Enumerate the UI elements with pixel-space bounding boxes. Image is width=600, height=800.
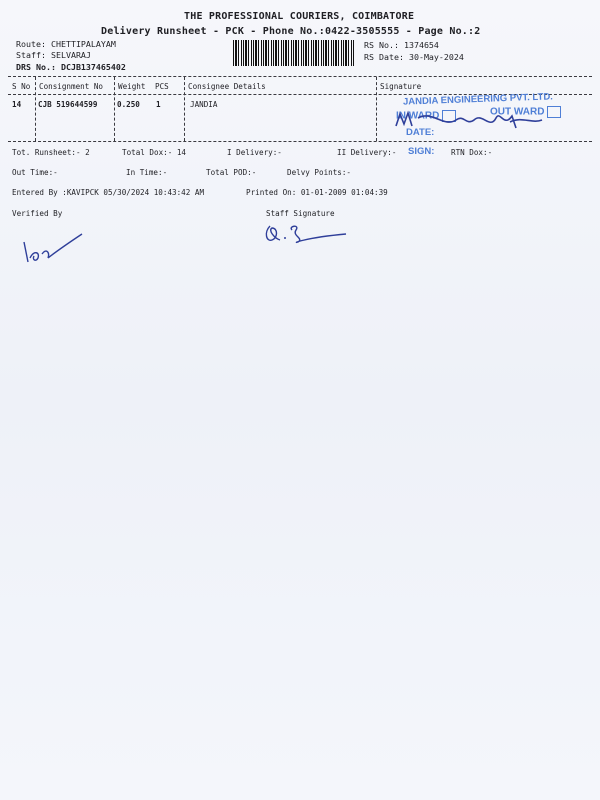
verified-by: Verified By bbox=[12, 209, 63, 218]
verified-signature-icon bbox=[18, 228, 88, 268]
rs-date: RS Date: 30-May-2024 bbox=[364, 52, 464, 62]
company-title: THE PROFESSIONAL COURIERS, COIMBATORE bbox=[184, 11, 415, 22]
stamp-inward: IN WARD bbox=[396, 110, 456, 122]
drs-number: DRS No.: DCJB137465402 bbox=[16, 62, 126, 72]
stamp-date: DATE: bbox=[406, 127, 435, 138]
col-weight: Weight bbox=[118, 82, 146, 91]
barcode bbox=[233, 40, 355, 66]
row-consignment: CJB 519644599 bbox=[38, 100, 98, 109]
ii-delivery: II Delivery:- bbox=[337, 148, 397, 157]
row-weight: 0.250 bbox=[117, 100, 140, 109]
route-label: Route: CHETTIPALAYAM bbox=[16, 39, 116, 49]
table-bottom-rule bbox=[8, 141, 592, 142]
row-pcs: 1 bbox=[156, 100, 161, 109]
in-time: In Time:- bbox=[126, 168, 168, 177]
delvy-points: Delvy Points:- bbox=[287, 168, 352, 177]
i-delivery: I Delivery:- bbox=[227, 148, 282, 157]
col-sno: S No bbox=[12, 82, 31, 91]
rs-number: RS No.: 1374654 bbox=[364, 40, 439, 50]
printed-on: Printed On: 01-01-2009 01:04:39 bbox=[246, 188, 388, 197]
col-consignee: Consignee Details bbox=[188, 82, 266, 91]
table-top-rule bbox=[8, 76, 592, 77]
staff-signature-icon bbox=[262, 218, 352, 248]
col-pcs: PCS bbox=[155, 82, 169, 91]
staff-label: Staff: SELVARAJ bbox=[16, 50, 91, 60]
staff-signature-label: Staff Signature bbox=[266, 209, 335, 218]
stamp-outward: OUT WARD bbox=[490, 106, 561, 118]
row-consignee: JANDIA bbox=[190, 100, 218, 109]
total-pod: Total POD:- bbox=[206, 168, 257, 177]
col-signature: Signature bbox=[380, 82, 422, 91]
total-dox: Total Dox:- 14 bbox=[122, 148, 187, 157]
consignee-signature-icon bbox=[392, 104, 572, 138]
runsheet-subtitle: Delivery Runsheet - PCK - Phone No.:0422-3505555 - Page No.:2 bbox=[101, 26, 481, 37]
out-time: Out Time:- bbox=[12, 168, 58, 177]
row-sno: 14 bbox=[12, 100, 22, 109]
col-consignment: Consignment No bbox=[39, 82, 104, 91]
stamp-sign: SIGN: bbox=[408, 146, 435, 157]
stamp-company: JANDIA ENGINEERING PVT. LTD. bbox=[402, 91, 554, 108]
entered-by: Entered By :KAVIPCK 05/30/2024 10:43:42 AM bbox=[12, 188, 205, 197]
rtn-dox: RTN Dox:- bbox=[451, 148, 493, 157]
tot-runsheet: Tot. Runsheet:- 2 bbox=[12, 148, 90, 157]
